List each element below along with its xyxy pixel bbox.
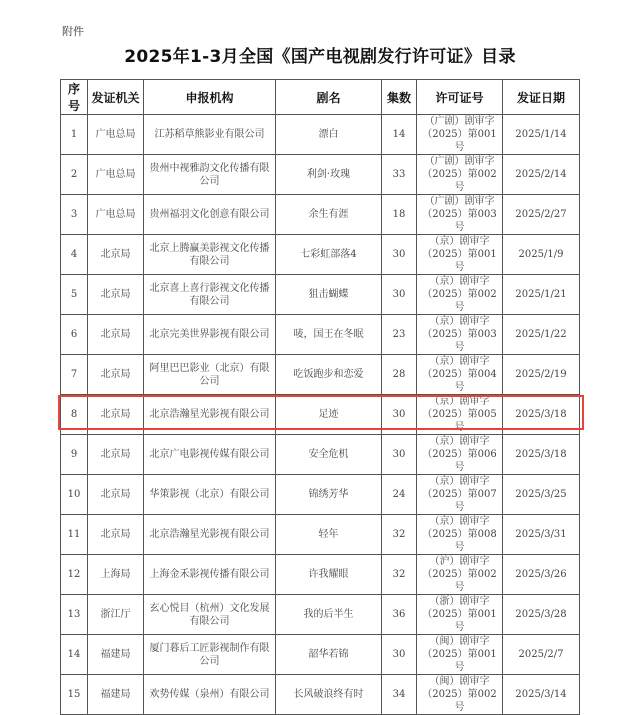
cell-drama: 安全危机 [276,435,382,475]
cell-drama: 漂白 [276,115,382,155]
cell-drama: 韶华若锦 [276,635,382,675]
cell-license: （京）剧审字（2025）第006号 [417,435,503,475]
cell-seq: 4 [61,235,88,275]
table-row [61,635,580,675]
cell-episodes: 23 [382,315,417,355]
cell-license: （广剧）剧审字（2025）第002号 [417,155,503,195]
column-header-episodes: 集数 [382,80,417,115]
cell-date: 2025/1/21 [503,275,580,315]
cell-applicant: 北京喜上喜行影视文化传播有限公司 [144,275,276,315]
cell-license: （浙）剧审字（2025）第001号 [417,595,503,635]
cell-episodes: 18 [382,195,417,235]
cell-drama: 七彩虹部落4 [276,235,382,275]
table-row [61,675,580,715]
cell-drama: 锦绣芳华 [276,475,382,515]
cell-date: 2025/1/14 [503,115,580,155]
cell-applicant: 北京浩瀚星光影视有限公司 [144,515,276,555]
cell-applicant: 北京浩瀚星光影视有限公司 [144,395,276,435]
table-row [61,115,580,155]
cell-license: （沪）剧审字（2025）第002号 [417,555,503,595]
cell-drama: 足迹 [276,395,382,435]
column-header-license: 许可证号 [417,80,503,115]
table-row [61,355,580,395]
cell-applicant: 贵州中视雅韵文化传播有限公司 [144,155,276,195]
cell-authority: 北京局 [88,515,144,555]
table-row [61,435,580,475]
cell-episodes: 36 [382,595,417,635]
cell-seq: 2 [61,155,88,195]
cell-license: （京）剧审字（2025）第002号 [417,275,503,315]
cell-seq: 1 [61,115,88,155]
cell-license: （京）剧审字（2025）第005号 [417,395,503,435]
cell-drama: 狙击蝴蝶 [276,275,382,315]
table-header-row [61,80,580,115]
cell-date: 2025/3/26 [503,555,580,595]
cell-drama: 长风破浪终有时 [276,675,382,715]
cell-drama: 唛，国王在冬眠 [276,315,382,355]
cell-seq: 13 [61,595,88,635]
cell-episodes: 14 [382,115,417,155]
cell-applicant: 欢势传媒（泉州）有限公司 [144,675,276,715]
cell-authority: 北京局 [88,395,144,435]
cell-authority: 福建局 [88,635,144,675]
cell-authority: 福建局 [88,675,144,715]
cell-date: 2025/3/14 [503,675,580,715]
cell-date: 2025/2/14 [503,155,580,195]
cell-episodes: 30 [382,235,417,275]
cell-episodes: 28 [382,355,417,395]
cell-license: （京）剧审字（2025）第001号 [417,235,503,275]
cell-drama: 许我耀眼 [276,555,382,595]
page-title: 2025年1-3月全国《国产电视剧发行许可证》目录 [124,47,516,67]
attachment-label: 附件 [62,25,84,38]
cell-applicant: 江苏稻草熊影业有限公司 [144,115,276,155]
cell-episodes: 32 [382,515,417,555]
cell-episodes: 32 [382,555,417,595]
cell-applicant: 阿里巴巴影业（北京）有限公司 [144,355,276,395]
cell-license: （闽）剧审字（2025）第002号 [417,675,503,715]
cell-drama: 轻年 [276,515,382,555]
cell-episodes: 24 [382,475,417,515]
cell-authority: 广电总局 [88,115,144,155]
column-header-seq: 序号 [61,80,88,115]
table-row-highlighted [61,475,580,515]
cell-drama: 利剑·玫瑰 [276,155,382,195]
cell-applicant: 贵州福羽文化创意有限公司 [144,195,276,235]
cell-applicant: 北京上腾赢美影视文化传播有限公司 [144,235,276,275]
cell-license: （闽）剧审字（2025）第001号 [417,635,503,675]
table-row [61,155,580,195]
cell-applicant: 北京完美世界影视有限公司 [144,315,276,355]
cell-drama: 吃饭跑步和恋爱 [276,355,382,395]
table-row [61,595,580,635]
cell-seq: 9 [61,435,88,475]
cell-seq: 8 [61,395,88,435]
table-row [61,235,580,275]
cell-authority: 北京局 [88,475,144,515]
cell-drama: 我的后半生 [276,595,382,635]
cell-license: （京）剧审字（2025）第004号 [417,355,503,395]
cell-seq: 15 [61,675,88,715]
cell-date: 2025/3/28 [503,595,580,635]
column-header-date: 发证日期 [503,80,580,115]
table-row [61,555,580,595]
cell-authority: 北京局 [88,235,144,275]
cell-license: （京）剧审字（2025）第007号 [417,475,503,515]
table-row [61,315,580,355]
cell-license: （广剧）剧审字（2025）第001号 [417,115,503,155]
cell-episodes: 33 [382,155,417,195]
cell-episodes: 30 [382,635,417,675]
cell-date: 2025/3/25 [503,475,580,515]
cell-seq: 11 [61,515,88,555]
cell-authority: 北京局 [88,315,144,355]
cell-authority: 上海局 [88,555,144,595]
table-row [61,395,580,435]
cell-date: 2025/2/7 [503,635,580,675]
cell-applicant: 厦门暮后工匠影视制作有限公司 [144,635,276,675]
cell-episodes: 30 [382,275,417,315]
cell-applicant: 北京广电影视传媒有限公司 [144,435,276,475]
cell-date: 2025/3/18 [503,395,580,435]
cell-license: （京）剧审字（2025）第008号 [417,515,503,555]
cell-episodes: 30 [382,435,417,475]
cell-drama: 余生有涯 [276,195,382,235]
cell-date: 2025/2/19 [503,355,580,395]
cell-authority: 广电总局 [88,195,144,235]
cell-applicant: 华策影视（北京）有限公司 [144,475,276,515]
column-header-applicant: 申报机构 [144,80,276,115]
cell-seq: 12 [61,555,88,595]
table-row [61,275,580,315]
table-row [61,195,580,235]
cell-date: 2025/3/31 [503,515,580,555]
cell-seq: 10 [61,475,88,515]
cell-authority: 浙江厅 [88,595,144,635]
cell-license: （京）剧审字（2025）第003号 [417,315,503,355]
cell-seq: 7 [61,355,88,395]
cell-applicant: 上海金禾影视传播有限公司 [144,555,276,595]
cell-applicant: 玄心悦目（杭州）文化发展有限公司 [144,595,276,635]
column-header-authority: 发证机关 [88,80,144,115]
cell-seq: 14 [61,635,88,675]
license-catalog-table [60,79,580,715]
cell-seq: 6 [61,315,88,355]
cell-seq: 5 [61,275,88,315]
cell-date: 2025/3/18 [503,435,580,475]
cell-authority: 北京局 [88,435,144,475]
cell-date: 2025/2/27 [503,195,580,235]
column-header-drama: 剧名 [276,80,382,115]
cell-license: （广剧）剧审字（2025）第003号 [417,195,503,235]
cell-authority: 北京局 [88,275,144,315]
cell-authority: 北京局 [88,355,144,395]
cell-episodes: 34 [382,675,417,715]
cell-date: 2025/1/22 [503,315,580,355]
cell-date: 2025/1/9 [503,235,580,275]
cell-seq: 3 [61,195,88,235]
table-row [61,515,580,555]
cell-authority: 广电总局 [88,155,144,195]
cell-episodes: 30 [382,395,417,435]
